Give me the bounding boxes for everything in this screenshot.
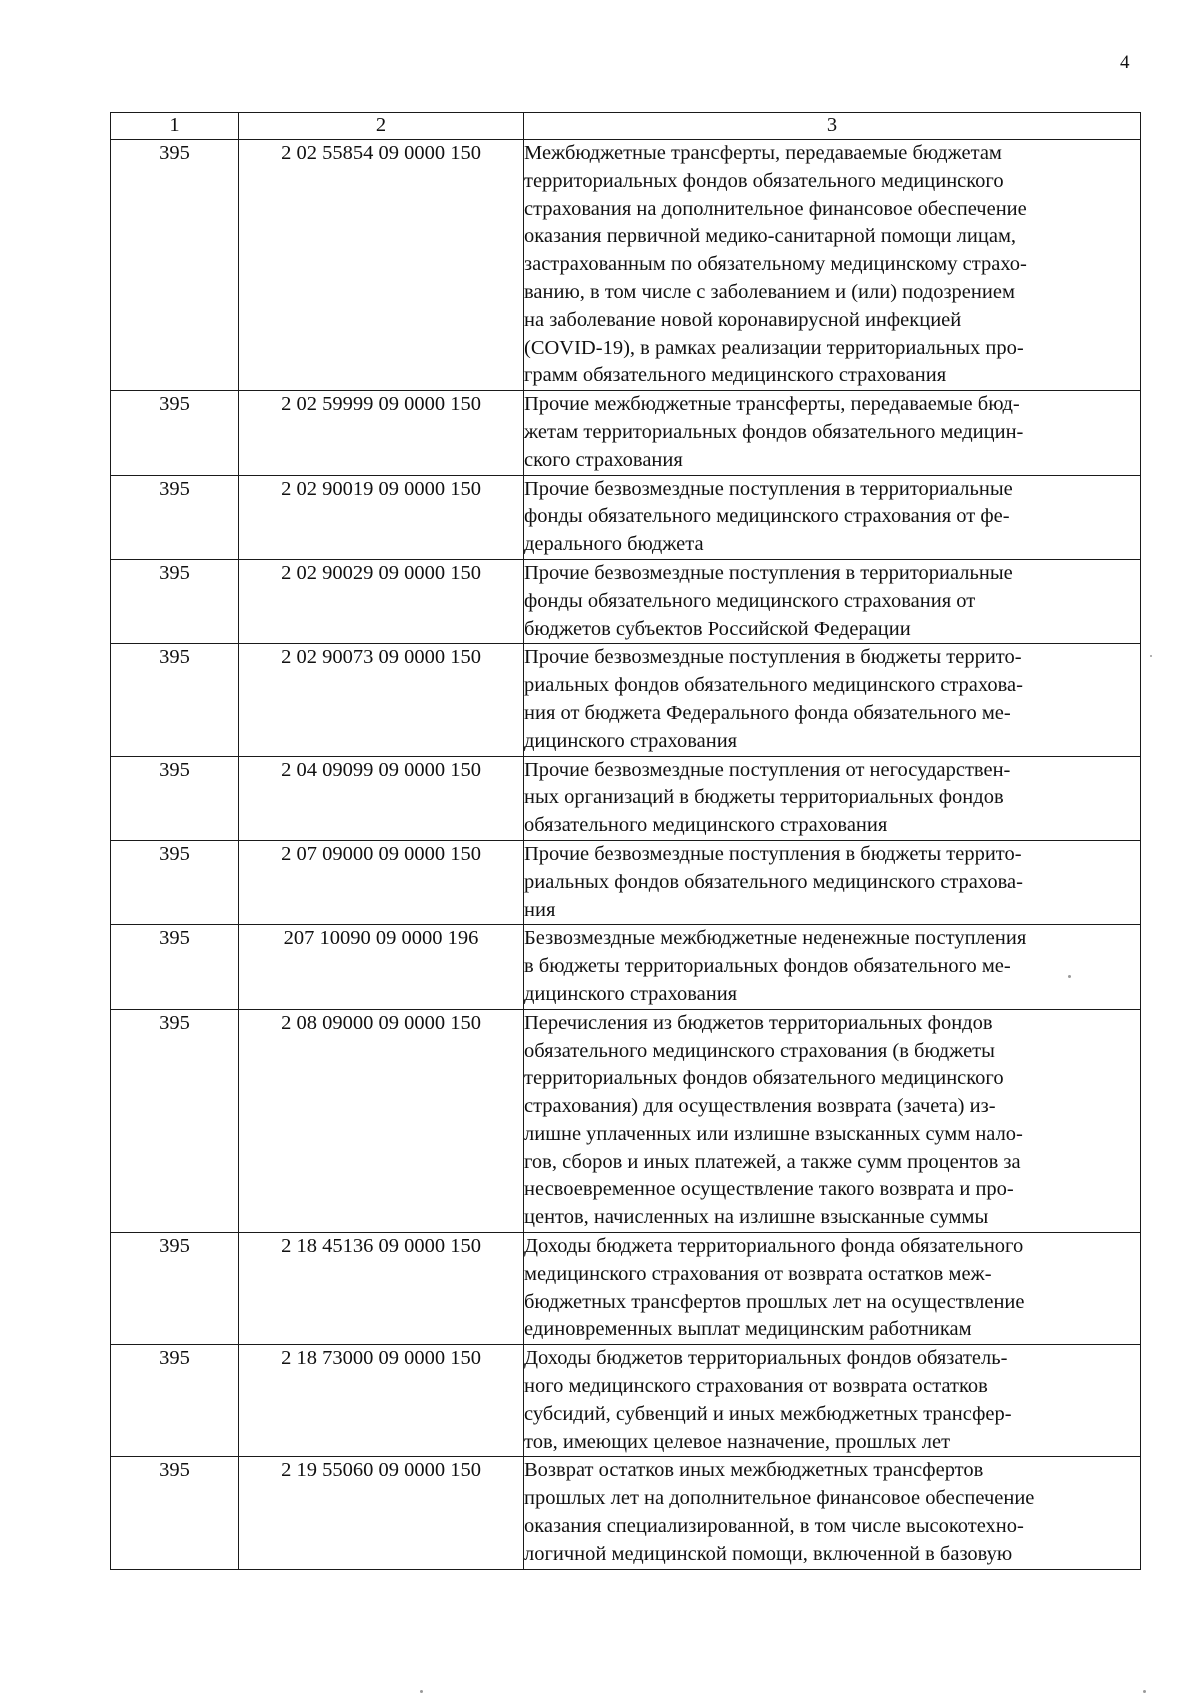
budget-code-cell: 207 10090 09 0000 196 — [239, 925, 524, 1009]
admin-code-cell: 395 — [111, 391, 239, 475]
description-cell — [524, 756, 1141, 840]
description-line: бюджетных трансфертов прошлых лет на осуществление — [524, 1290, 1025, 1313]
admin-code-cell: 395 — [111, 1233, 239, 1345]
description-line: Прочие межбюджетные трансферты, передаваемые бюд- — [524, 393, 1020, 416]
description-line: обязательного медицинского страхования — [524, 814, 888, 837]
description-cell — [524, 559, 1141, 643]
description-cell — [524, 391, 1141, 475]
description-line: на заболевание новой коронавирусной инфекцией — [524, 308, 962, 331]
description-line: фонды обязательного медицинского страхования от фе- — [524, 505, 1010, 528]
description-line: риальных фондов обязательного медицинского страхова- — [524, 870, 1023, 893]
scan-artifact — [420, 1690, 423, 1693]
admin-code-cell: 395 — [111, 559, 239, 643]
description-line: ния от бюджета Федерального фонда обязательного ме- — [524, 701, 1011, 724]
description-line: обязательного медицинского страхования (в бюджеты — [524, 1039, 995, 1062]
description-line: Прочие безвозмездные поступления от негосударствен- — [524, 758, 1011, 781]
table-row — [111, 756, 1141, 840]
admin-code-cell: 395 — [111, 1457, 239, 1569]
description-line: территориальных фондов обязательного медицинского — [524, 1067, 1004, 1090]
table-row — [111, 1009, 1141, 1232]
budget-code-cell: 2 04 09099 09 0000 150 — [239, 756, 524, 840]
description-line: страхования) для осуществления возврата (зачета) из- — [524, 1095, 996, 1118]
description-line: субсидий, субвенций и иных межбюджетных трансфер- — [524, 1402, 1012, 1425]
description-line: дицинского страхования — [524, 982, 738, 1005]
admin-code-cell: 395 — [111, 140, 239, 391]
description-line: риальных фондов обязательного медицинского страхова- — [524, 674, 1023, 697]
description-line: логичной медицинской помощи, включенной в базовую — [524, 1542, 1013, 1565]
description-line: Прочие безвозмездные поступления в территориальные — [524, 477, 1013, 500]
table-row — [111, 925, 1141, 1009]
description-cell — [524, 925, 1141, 1009]
description-line: центов, начисленных на излишне взысканные суммы — [524, 1206, 989, 1229]
description-line: застрахованным по обязательному медицинскому страхо- — [524, 253, 1027, 276]
description-cell — [524, 644, 1141, 756]
table-row — [111, 559, 1141, 643]
description-line: Прочие безвозмездные поступления в бюджеты террито- — [524, 842, 1022, 865]
budget-code-cell: 2 08 09000 09 0000 150 — [239, 1009, 524, 1232]
admin-code-cell: 395 — [111, 475, 239, 559]
admin-code-cell: 395 — [111, 925, 239, 1009]
description-line: медицинского страхования от возврата остатков меж- — [524, 1262, 992, 1285]
table-row — [111, 1457, 1141, 1569]
table-row — [111, 840, 1141, 924]
description-line: фонды обязательного медицинского страхования от — [524, 589, 976, 612]
description-line: ных организаций в бюджеты территориальных фондов — [524, 786, 1004, 809]
description-line: несвоевременное осуществление такого возврата и про- — [524, 1178, 1014, 1201]
table-row — [111, 1233, 1141, 1345]
description-line: оказания первичной медико-санитарной помощи лицам, — [524, 225, 1017, 248]
description-line: жетам территориальных фондов обязательного медицин- — [524, 420, 1024, 443]
scan-artifact — [1068, 975, 1071, 978]
budget-code-cell: 2 02 59999 09 0000 150 — [239, 391, 524, 475]
table-row — [111, 475, 1141, 559]
table-row — [111, 1345, 1141, 1457]
table-row — [111, 644, 1141, 756]
description-cell — [524, 1457, 1141, 1569]
description-line: единовременных выплат медицинским работникам — [524, 1318, 972, 1341]
description-line: Перечисления из бюджетов территориальных фондов — [524, 1011, 993, 1034]
description-line: ванию, в том числе с заболеванием и (или) подозрением — [524, 280, 1015, 303]
description-cell — [524, 840, 1141, 924]
header-admin-code: 1 — [111, 113, 239, 140]
description-line: Прочие безвозмездные поступления в бюджеты террито- — [524, 646, 1022, 669]
description-line: лишне уплаченных или излишне взысканных сумм нало- — [524, 1122, 1023, 1145]
description-line: страхования на дополнительное финансовое обеспечение — [524, 197, 1027, 220]
description-cell — [524, 1009, 1141, 1232]
admin-code-cell: 395 — [111, 756, 239, 840]
admin-code-cell: 395 — [111, 1345, 239, 1457]
budget-code-cell: 2 19 55060 09 0000 150 — [239, 1457, 524, 1569]
header-budget-code: 2 — [239, 113, 524, 140]
description-cell — [524, 1233, 1141, 1345]
budget-code-cell: 2 18 45136 09 0000 150 — [239, 1233, 524, 1345]
description-cell — [524, 140, 1141, 391]
description-line: грамм обязательного медицинского страхования — [524, 364, 947, 387]
description-line: Безвозмездные межбюджетные неденежные поступления — [524, 927, 1027, 950]
description-line: ния — [524, 898, 556, 921]
description-line: бюджетов субъектов Российской Федерации — [524, 617, 911, 640]
description-line: оказания специализированной, в том числе высокотехно- — [524, 1515, 1024, 1538]
description-line: Межбюджетные трансферты, передаваемые бюджетам — [524, 142, 1002, 164]
description-cell — [524, 475, 1141, 559]
description-line: Доходы бюджетов территориальных фондов обязатель- — [524, 1347, 1008, 1370]
admin-code-cell: 395 — [111, 1009, 239, 1232]
budget-code-cell: 2 02 55854 09 0000 150 — [239, 140, 524, 391]
table-row — [111, 391, 1141, 475]
budget-code-cell: 2 02 90073 09 0000 150 — [239, 644, 524, 756]
budget-codes-table — [110, 112, 1141, 1570]
description-line: гов, сборов и иных платежей, а также сумм процентов за — [524, 1150, 1021, 1173]
description-line: дицинского страхования — [524, 729, 738, 752]
budget-code-cell: 2 07 09000 09 0000 150 — [239, 840, 524, 924]
page-number: 4 — [1120, 52, 1130, 73]
description-line: (COVID-19), в рамках реализации территориальных про- — [524, 336, 1024, 359]
description-line: в бюджеты территориальных фондов обязательного ме- — [524, 955, 1011, 978]
admin-code-cell: 395 — [111, 840, 239, 924]
description-line: Прочие безвозмездные поступления в территориальные — [524, 561, 1013, 584]
description-line: тов, имеющих целевое назначение, прошлых лет — [524, 1430, 951, 1453]
description-line: Возврат остатков иных межбюджетных трансфертов — [524, 1459, 984, 1482]
budget-code-cell: 2 02 90019 09 0000 150 — [239, 475, 524, 559]
description-line: ского страхования — [524, 448, 683, 471]
description-line: Доходы бюджета территориального фонда обязательного — [524, 1235, 1024, 1258]
budget-code-cell: 2 02 90029 09 0000 150 — [239, 559, 524, 643]
description-line: территориальных фондов обязательного медицинского — [524, 169, 1004, 192]
table-header-row — [111, 113, 1141, 140]
description-line: дерального бюджета — [524, 533, 704, 556]
scan-artifact — [1150, 655, 1152, 657]
table-body — [111, 140, 1141, 1570]
description-line: ного медицинского страхования от возврата остатков — [524, 1375, 988, 1398]
table-row — [111, 140, 1141, 391]
description-cell — [524, 1345, 1141, 1457]
budget-code-cell: 2 18 73000 09 0000 150 — [239, 1345, 524, 1457]
admin-code-cell: 395 — [111, 644, 239, 756]
scan-artifact — [1143, 1690, 1146, 1693]
description-line: прошлых лет на дополнительное финансовое обеспечение — [524, 1487, 1035, 1510]
header-description: 3 — [524, 113, 1141, 140]
